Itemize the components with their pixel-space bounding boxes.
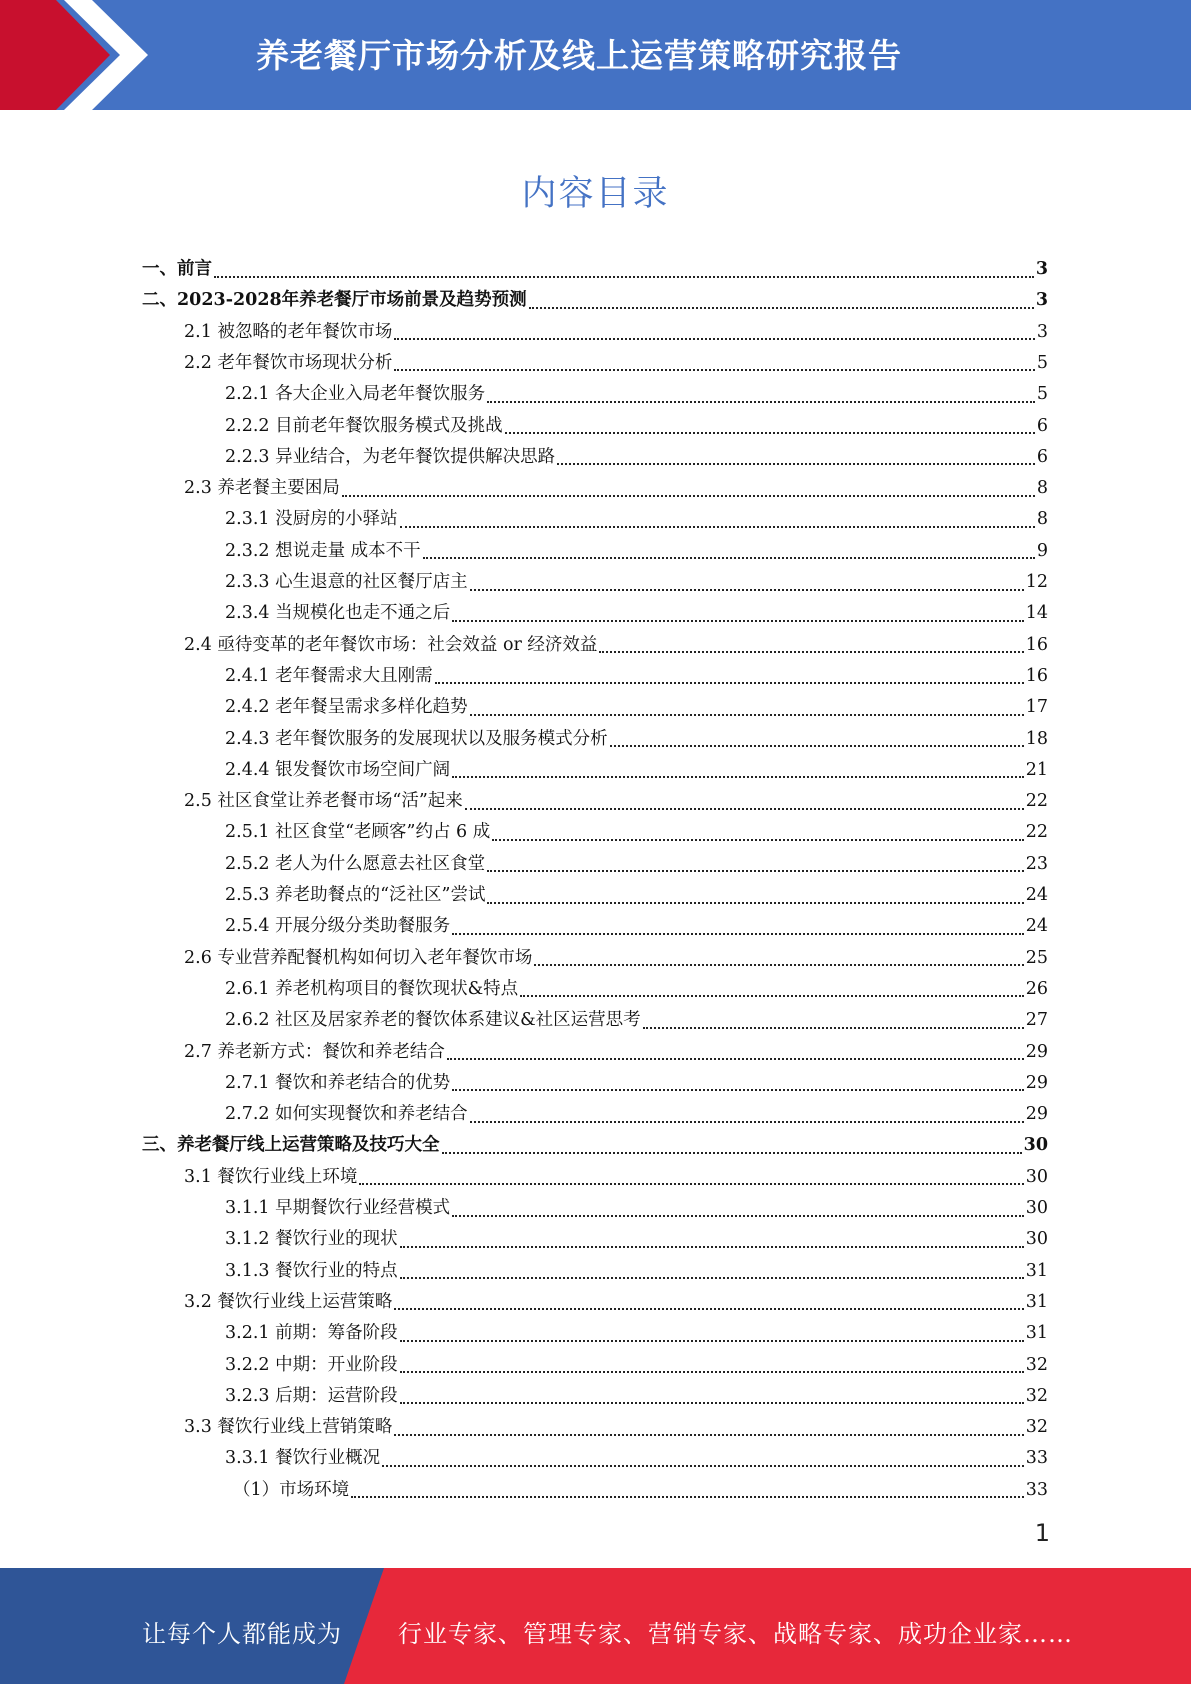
toc-entry[interactable]: [225, 1224, 1048, 1255]
footer-band: [0, 1568, 1191, 1684]
toc-leader-dots: [351, 1496, 1024, 1498]
toc-entry-page: 25: [1025, 947, 1048, 968]
toc-entry-label: 三、养老餐厅线上运营策略及技巧大全: [142, 1135, 440, 1156]
toc-entry-label: 3.1.2 餐饮行业的现状: [225, 1229, 398, 1250]
toc-entry[interactable]: [225, 1099, 1048, 1130]
toc-entry[interactable]: [225, 817, 1048, 848]
toc-leader-dots: [470, 714, 1024, 716]
toc-entry-label: 2.5.3 养老助餐点的“泛社区”尝试: [225, 885, 486, 905]
toc-entry-page: 31: [1025, 1323, 1048, 1344]
toc-entry[interactable]: [225, 1381, 1048, 1412]
toc-entry-label: 2.5.4 开展分级分类助餐服务: [225, 916, 451, 937]
toc-entry-label: 3.1 餐饮行业线上环境: [184, 1166, 358, 1187]
toc-entry-label: 2.2 老年餐饮市场现状分析: [184, 352, 393, 373]
toc-leader-dots: [452, 776, 1024, 778]
toc-leader-dots: [599, 651, 1023, 653]
toc-leader-dots: [423, 557, 1035, 559]
toc-entry-label: 3.2.1 前期：筹备阶段: [225, 1323, 398, 1344]
toc-leader-dots: [492, 839, 1023, 841]
toc-entry-label: 3.3.1 餐饮行业概况: [225, 1448, 381, 1469]
toc-leader-dots: [529, 307, 1034, 309]
toc-entry-page: 18: [1025, 728, 1048, 749]
toc-leader-dots: [505, 432, 1035, 434]
toc-entry-label: 2.6 专业营养配餐机构如何切入老年餐饮市场: [184, 947, 533, 968]
toc-entry-page: 29: [1025, 1041, 1048, 1062]
toc-entry[interactable]: [142, 1130, 1048, 1161]
toc-entry[interactable]: [184, 1037, 1048, 1068]
toc-entry-page: 24: [1025, 916, 1048, 937]
toc-entry-page: 23: [1025, 853, 1048, 874]
toc-entry-page: 24: [1025, 885, 1048, 905]
toc-entry-label: 2.4.4 银发餐饮市场空间广阔: [225, 759, 451, 780]
toc-entry-page: 33: [1025, 1448, 1048, 1469]
toc-leader-dots: [394, 338, 1034, 340]
toc-heading: 内容目录: [521, 174, 670, 214]
toc-entry-label: （1）市场环境: [233, 1479, 350, 1500]
toc-entry-label: 2.4.3 老年餐饮服务的发展现状以及服务模式分析: [225, 728, 608, 749]
toc-entry[interactable]: [233, 1475, 1048, 1506]
toc-entry-label: 2.7.2 如何实现餐饮和养老结合: [225, 1104, 468, 1125]
toc-entry[interactable]: [225, 1256, 1048, 1287]
toc-entry[interactable]: [184, 630, 1048, 661]
toc-entry[interactable]: [225, 567, 1048, 598]
toc-entry[interactable]: [184, 1162, 1048, 1193]
toc-entry[interactable]: [225, 1068, 1048, 1099]
toc-entry[interactable]: [225, 1443, 1048, 1474]
toc-entry-page: 9: [1036, 540, 1048, 561]
toc-entry-page: 17: [1025, 697, 1048, 718]
toc-entry[interactable]: [225, 1350, 1048, 1381]
toc-entry[interactable]: [184, 348, 1048, 379]
toc-entry-label: 2.2.3 异业结合，为老年餐饮提供解决思路: [225, 446, 556, 467]
toc-entry[interactable]: [225, 849, 1048, 880]
toc-entry[interactable]: [225, 880, 1048, 911]
toc-entry-label: 2.3.1 没厨房的小驿站: [225, 509, 398, 530]
toc-entry-page: 32: [1025, 1354, 1048, 1375]
toc-entry[interactable]: [225, 724, 1048, 755]
toc-entry-label: 3.2 餐饮行业线上运营策略: [184, 1291, 393, 1312]
toc-entry[interactable]: [225, 598, 1048, 629]
toc-leader-dots: [394, 1434, 1023, 1436]
toc-entry-label: 2.5.2 老人为什么愿意去社区食堂: [225, 853, 486, 874]
toc-leader-dots: [610, 745, 1024, 747]
toc-entry[interactable]: [225, 661, 1048, 692]
toc-leader-dots: [487, 902, 1023, 904]
toc-entry-page: 30: [1025, 1166, 1048, 1187]
toc-entry-label: 2.3.2 想说走量 成本不干: [225, 540, 421, 561]
toc-entry-label: 3.2.2 中期：开业阶段: [225, 1354, 398, 1375]
toc-leader-dots: [400, 1371, 1024, 1373]
toc-entry-label: 3.1.1 早期餐饮行业经营模式: [225, 1198, 451, 1218]
toc-entry-label: 2.1 被忽略的老年餐饮市场: [184, 321, 393, 342]
toc-leader-dots: [442, 1152, 1022, 1154]
toc-leader-dots: [452, 1215, 1024, 1217]
toc-entry-page: 3: [1036, 321, 1048, 342]
toc-entry-page: 8: [1036, 509, 1048, 530]
toc-leader-dots: [534, 964, 1023, 966]
toc-entry[interactable]: [225, 1193, 1048, 1224]
toc-entry-label: 2.3.3 心生退意的社区餐厅店主: [225, 572, 468, 592]
toc-entry-label: 2.4 亟待变革的老年餐饮市场：社会效益 or 经济效益: [184, 634, 598, 655]
toc-leader-dots: [394, 369, 1034, 371]
toc-entry-label: 3.3 餐饮行业线上营销策略: [184, 1417, 393, 1438]
toc-entry-page: 6: [1036, 446, 1048, 467]
toc-entry-page: 3: [1035, 290, 1048, 311]
toc-leader-dots: [400, 1402, 1024, 1404]
toc-leader-dots: [382, 1465, 1024, 1467]
toc-entry[interactable]: [184, 1287, 1048, 1318]
toc-entry-page: 32: [1025, 1417, 1048, 1438]
toc-entry-page: 12: [1025, 572, 1048, 592]
toc-entry-page: 30: [1023, 1135, 1048, 1156]
toc-leader-dots: [452, 1089, 1024, 1091]
toc-leader-dots: [452, 933, 1024, 935]
toc-entry-label: 二、2023-2028年养老餐厅市场前景及趋势预测: [142, 290, 527, 311]
toc-entry-label: 2.3.4 当规模化也走不通之后: [225, 603, 451, 624]
toc-entry-label: 2.3 养老餐主要困局: [184, 478, 340, 499]
toc-entry-page: 8: [1036, 478, 1048, 499]
footer-slogan-left: 让每个人都能成为: [142, 1620, 342, 1648]
toc-entry[interactable]: [184, 786, 1048, 817]
toc-entry[interactable]: [225, 411, 1048, 442]
toc-leader-dots: [465, 808, 1024, 810]
toc-entry-label: 3.1.3 餐饮行业的特点: [225, 1260, 398, 1281]
toc-entry[interactable]: [142, 254, 1048, 285]
toc-entry-page: 22: [1025, 791, 1048, 812]
toc-leader-dots: [400, 526, 1035, 528]
toc-leader-dots: [394, 1308, 1023, 1310]
toc-leader-dots: [359, 1183, 1023, 1185]
toc-entry-page: 29: [1025, 1072, 1048, 1093]
toc-entry[interactable]: [225, 974, 1048, 1005]
toc-entry-page: 14: [1025, 603, 1048, 624]
toc-entry-page: 16: [1025, 665, 1048, 686]
toc-entry[interactable]: [225, 379, 1048, 410]
toc-entry[interactable]: [225, 755, 1048, 786]
toc-entry[interactable]: [225, 1005, 1048, 1036]
toc-entry-label: 3.2.3 后期：运营阶段: [225, 1385, 398, 1406]
toc-entry-page: 30: [1025, 1198, 1048, 1218]
toc-entry-label: 2.6.1 养老机构项目的餐饮现状&特点: [225, 978, 519, 999]
toc-entry[interactable]: [225, 536, 1048, 567]
toc-leader-dots: [520, 995, 1024, 997]
toc-entry-page: 3: [1035, 259, 1048, 279]
toc-leader-dots: [470, 1121, 1024, 1123]
header-band: [0, 0, 1191, 110]
toc-entry[interactable]: [184, 473, 1048, 504]
toc-leader-dots: [452, 620, 1024, 622]
toc-entry-page: 32: [1025, 1385, 1048, 1406]
toc-entry-page: 22: [1025, 822, 1048, 843]
toc-entry-page: 31: [1025, 1291, 1048, 1312]
toc-leader-dots: [487, 870, 1024, 872]
toc-entry-label: 一、前言: [142, 259, 212, 279]
toc-entry-page: 16: [1025, 634, 1048, 655]
toc-leader-dots: [435, 682, 1024, 684]
toc-entry-label: 2.7.1 餐饮和养老结合的优势: [225, 1072, 451, 1093]
toc-entry-label: 2.6.2 社区及居家养老的餐饮体系建议&社区运营思考: [225, 1010, 641, 1031]
toc-leader-dots: [400, 1277, 1024, 1279]
toc-entry[interactable]: [184, 943, 1048, 974]
toc-leader-dots: [470, 589, 1024, 591]
toc-entry-page: 27: [1025, 1010, 1048, 1031]
page-number: 1: [1034, 1519, 1050, 1547]
toc-entry[interactable]: [184, 1412, 1048, 1443]
toc-leader-dots: [557, 463, 1035, 465]
toc-entry-label: 2.4.2 老年餐呈需求多样化趋势: [225, 697, 468, 718]
toc-entry-page: 30: [1025, 1229, 1048, 1250]
toc-entry-page: 33: [1025, 1479, 1048, 1500]
toc-entry[interactable]: [142, 285, 1048, 316]
toc-entry-label: 2.7 养老新方式：餐饮和养老结合: [184, 1041, 445, 1062]
toc-entry[interactable]: [225, 1318, 1048, 1349]
toc-entry-page: 5: [1036, 352, 1048, 373]
toc-entry-label: 2.5 社区食堂让养老餐市场“活”起来: [184, 791, 463, 812]
toc-entry[interactable]: [225, 692, 1048, 723]
toc-leader-dots: [400, 1246, 1024, 1248]
toc-entry-page: 6: [1036, 415, 1048, 436]
toc-entry-page: 5: [1036, 384, 1048, 405]
report-title: 养老餐厅市场分析及线上运营策略研究报告: [256, 36, 902, 75]
toc-entry-label: 2.5.1 社区食堂“老顾客”约占 6 成: [225, 822, 491, 843]
toc-leader-dots: [400, 1340, 1024, 1342]
toc-entry[interactable]: [184, 317, 1048, 348]
toc-entry[interactable]: [225, 504, 1048, 535]
toc-leader-dots: [214, 276, 1034, 278]
toc-leader-dots: [643, 1027, 1024, 1029]
toc-entry[interactable]: [225, 911, 1048, 942]
toc-leader-dots: [447, 1058, 1024, 1060]
toc-entry-label: 2.2.1 各大企业入局老年餐饮服务: [225, 384, 486, 405]
toc-entry-label: 2.2.2 目前老年餐饮服务模式及挑战: [225, 415, 503, 436]
toc-entry-page: 31: [1025, 1260, 1048, 1281]
footer-slogan-right: 行业专家、管理专家、营销专家、战略专家、成功企业家……: [398, 1620, 1073, 1648]
toc-entry-page: 29: [1025, 1104, 1048, 1125]
toc-leader-dots: [487, 401, 1035, 403]
toc-entry-page: 21: [1025, 759, 1048, 780]
toc-leader-dots: [342, 495, 1035, 497]
toc-entry-page: 26: [1025, 978, 1048, 999]
toc-entry[interactable]: [225, 442, 1048, 473]
toc-entry-label: 2.4.1 老年餐需求大且刚需: [225, 665, 433, 686]
